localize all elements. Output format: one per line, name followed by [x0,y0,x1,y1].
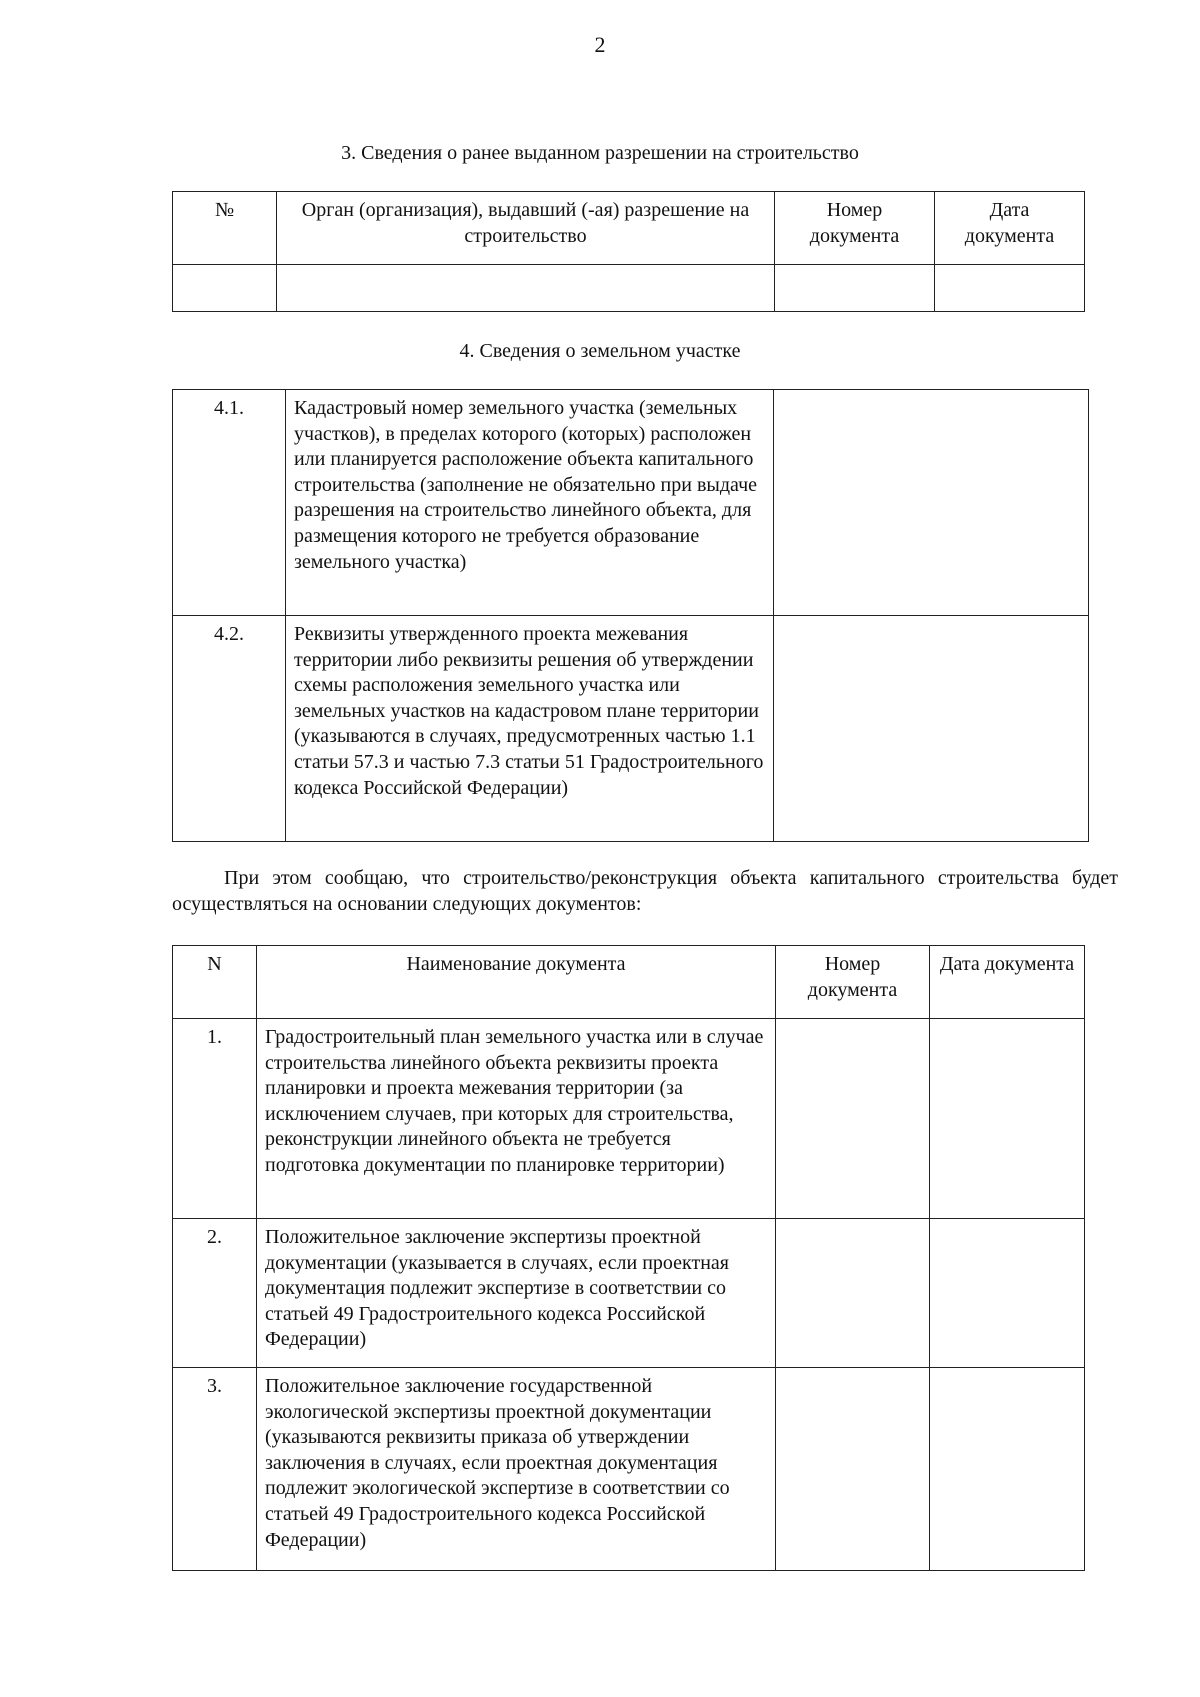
value-cell[interactable] [776,1019,930,1219]
intro-text: При этом сообщаю, что строительство/реконструкция объекта капитального строительства будет осуществляться на основании следующих документов: [172,867,1118,915]
header-num: № [173,192,277,265]
row-text: Градостроительный план земельного участка или в случае строительства линейного объекта реквизиты проекта планировки и проекта межевания территории (за исключением случаев, при которых для строительства, реконструкции линейного объекта не требуется подготовка документации по планировке территории) [257,1019,776,1219]
value-cell[interactable] [930,1368,1085,1571]
empty-cell[interactable] [935,265,1085,312]
row-text: Реквизиты утвержденного проекта межевания территории либо реквизиты решения об утверждении схемы расположения земельного участка или земельных участков на кадастровом плане территории (указываются в случаях, предусмотренных частью 1.1 статьи 57.3 и частью 7.3 статьи 51 Градостроительного кодекса Российской Федерации) [286,616,774,842]
empty-cell[interactable] [277,265,775,312]
table-header-row [173,946,1085,1019]
value-cell[interactable] [930,1019,1085,1219]
row-num: 1. [173,1019,257,1219]
value-cell[interactable] [776,1219,930,1368]
row-text: Кадастровый номер земельного участка (земельных участков), в пределах которого (которых) расположен или планируется расположение объекта капитального строительства (заполнение не обязательно при выдаче разрешения на строительство линейного объекта, для размещения которого не требуется образование земельного участка) [286,390,774,616]
documents-table [172,945,1085,1571]
table-row [173,1368,1085,1571]
header-doc-number: Номер документа [776,946,930,1019]
table-row [173,1219,1085,1368]
header-doc-number: Номер документа [775,192,935,265]
value-cell[interactable] [774,616,1089,842]
header-doc-date: Дата документа [935,192,1085,265]
page-number: 2 [594,32,606,57]
previous-permit-table [172,191,1085,312]
table-row [173,616,1089,842]
value-cell[interactable] [776,1368,930,1571]
header-name: Наименование документа [257,946,776,1019]
table-header-row [173,192,1085,265]
header-authority: Орган (организация), выдавший (-ая) разрешение на строительство [277,192,775,265]
empty-cell[interactable] [775,265,935,312]
row-num: 4.1. [173,390,286,616]
row-num: 4.2. [173,616,286,842]
value-cell[interactable] [774,390,1089,616]
section-3-heading: 3. Сведения о ранее выданном разрешении на строительство [341,142,859,164]
land-plot-table [172,389,1089,842]
table-row [173,390,1089,616]
section-4-heading: 4. Сведения о земельном участке [459,340,741,362]
empty-cell[interactable] [173,265,277,312]
table-row [173,265,1085,312]
row-text: Положительное заключение государственной экологической экспертизы проектной документации (указываются реквизиты приказа об утверждении заключения в случаях, если проектная документация подлежит экологической экспертизе в соответствии со статьей 49 Градостроительного кодекса Российской Федерации) [257,1368,776,1571]
table-row [173,1019,1085,1219]
header-doc-date: Дата документа [930,946,1085,1019]
row-text: Положительное заключение экспертизы проектной документации (указывается в случаях, если проектная документация подлежит экспертизе в соответствии со статьей 49 Градостроительного кодекса Российской Федерации) [257,1219,776,1368]
intro-paragraph [172,866,1118,917]
value-cell[interactable] [930,1219,1085,1368]
header-num: N [173,946,257,1019]
row-num: 2. [173,1219,257,1368]
row-num: 3. [173,1368,257,1571]
